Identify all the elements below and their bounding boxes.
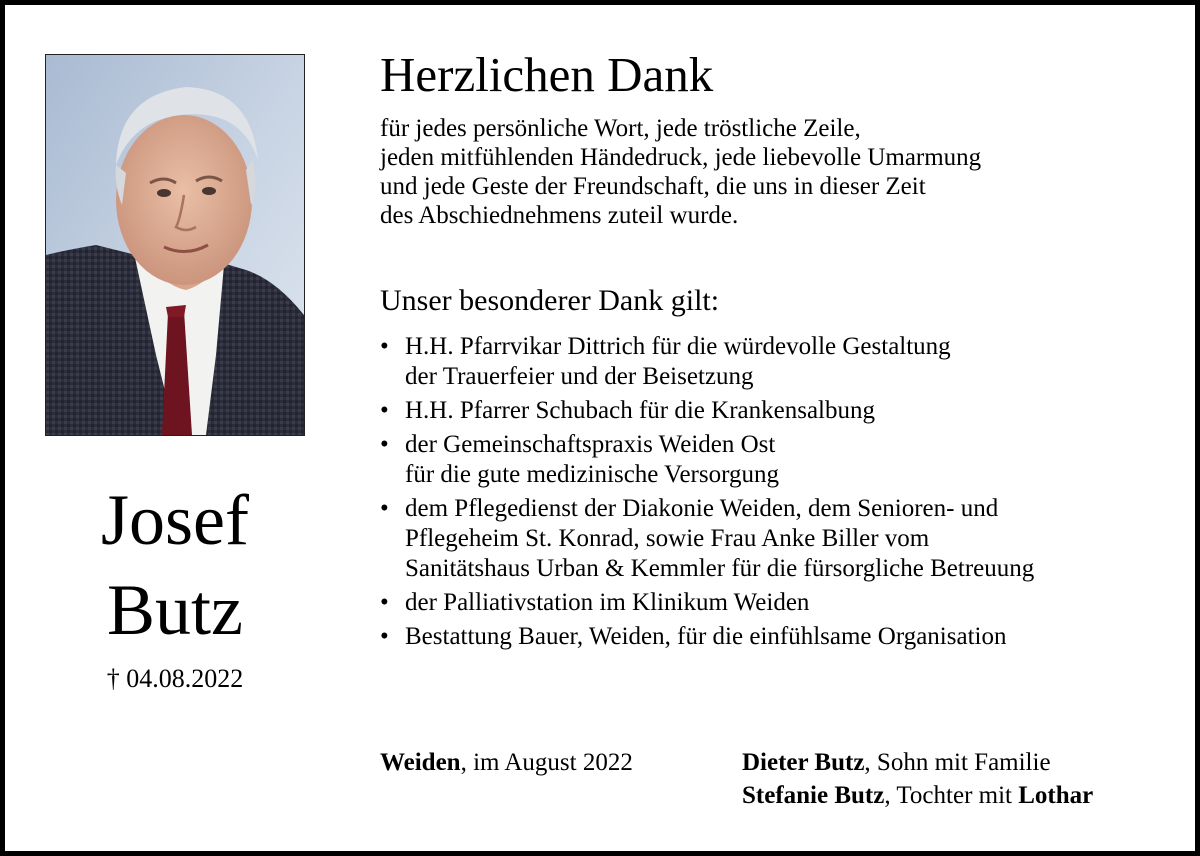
signatory-name: Stefanie Butz <box>742 782 885 809</box>
list-item <box>380 494 1034 584</box>
list-item <box>380 622 1034 652</box>
bullet-icon: • <box>380 623 389 650</box>
place-date <box>380 746 633 779</box>
list-item-line: der Palliativstation im Klinikum Weiden <box>405 589 810 616</box>
intro-line: für jedes persönliche Wort, jede tröstliche Zeile, <box>380 115 861 142</box>
intro-text <box>380 114 981 230</box>
signatory-name: Dieter Butz <box>742 749 865 776</box>
list-item-line: der Trauerfeier und der Beisetzung <box>405 363 754 390</box>
signatory-relation: , Tochter mit <box>884 782 1019 809</box>
deceased-last-name: Butz <box>107 570 243 650</box>
bullet-icon: • <box>380 397 389 424</box>
list-item <box>380 430 1034 490</box>
thanks-list <box>380 332 1034 656</box>
list-item-line: für die gute medizinische Versorgung <box>405 461 779 488</box>
special-thanks-heading: Unser besonderer Dank gilt: <box>380 284 720 317</box>
list-item <box>380 588 1034 618</box>
signatory-line <box>742 746 1093 779</box>
intro-line: und jede Geste der Freundschaft, die uns in dieser Zeit <box>380 173 926 200</box>
bullet-icon: • <box>380 589 389 616</box>
list-item-line: der Gemeinschaftspraxis Weiden Ost <box>405 431 776 458</box>
signatory-line <box>742 779 1093 812</box>
death-date: † 04.08.2022 <box>106 664 244 693</box>
signatory-relation: , Sohn mit Familie <box>864 749 1051 776</box>
bullet-icon: • <box>380 431 389 458</box>
intro-line: des Abschiednehmens zuteil wurde. <box>380 202 739 229</box>
place-date-text: , im August 2022 <box>460 749 633 776</box>
list-item-line: dem Pflegedienst der Diakonie Weiden, dem Senioren- und <box>405 495 999 522</box>
list-item-line: H.H. Pfarrer Schubach für die Krankensalbung <box>405 397 875 424</box>
bullet-icon: • <box>380 495 389 522</box>
bullet-icon: • <box>380 333 389 360</box>
list-item-line: Sanitätshaus Urban & Kemmler für die fürsorgliche Betreuung <box>405 555 1035 582</box>
list-item <box>380 396 1034 426</box>
page-title: Herzlichen Dank <box>380 47 714 102</box>
intro-line: jeden mitfühlenden Händedruck, jede liebevolle Umarmung <box>380 144 982 171</box>
list-item-line: Pflegeheim St. Konrad, sowie Frau Anke Biller vom <box>405 525 930 552</box>
signatories <box>742 746 1093 812</box>
signatory-extra-name: Lothar <box>1018 782 1094 809</box>
list-item-line: Bestattung Bauer, Weiden, für die einfühlsame Organisation <box>405 623 1007 650</box>
portrait-icon <box>46 55 304 435</box>
portrait-photo <box>45 54 305 436</box>
place-city: Weiden <box>380 749 461 776</box>
deceased-first-name: Josef <box>101 480 249 560</box>
list-item <box>380 332 1034 392</box>
list-item-line: H.H. Pfarrvikar Dittrich für die würdevolle Gestaltung <box>405 333 951 360</box>
